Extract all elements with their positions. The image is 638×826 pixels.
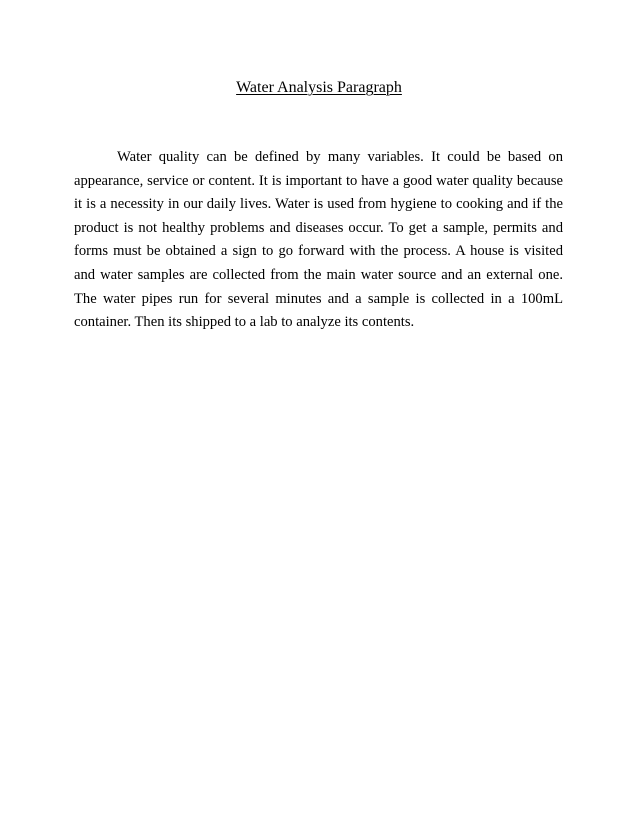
document-title-container xyxy=(0,78,638,98)
body-paragraph: Water quality can be defined by many variables. It could be based on appearance, service or content. It is important to have a good water quality because it is a necessity in our daily lives. Water is used from hygiene to cooking and if the product is not healthy problems and diseases occur. To get a sample, permits and forms must be obtained a sign to go forward with the process. A house is visited and water samples are collected from the main water source and an external one. The water pipes run for several minutes and a sample is collected in a 100mL container. Then its shipped to a lab to analyze its contents. xyxy=(74,149,563,331)
document-title: Water Analysis Paragraph xyxy=(236,79,402,96)
